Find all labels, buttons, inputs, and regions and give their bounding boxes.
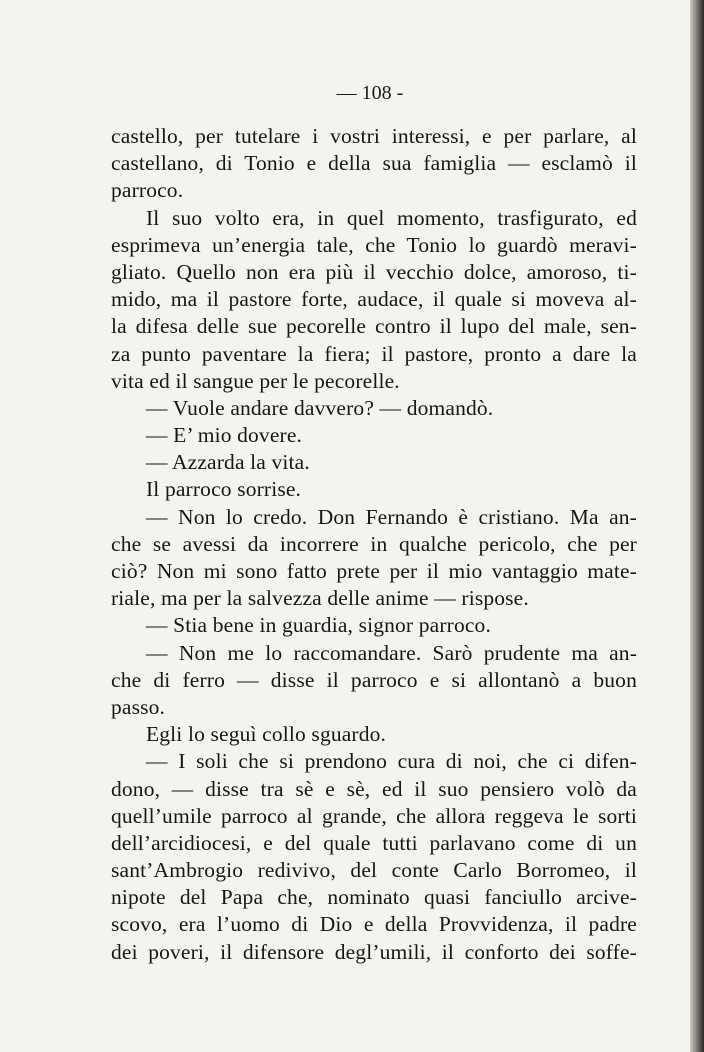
body-text (111, 123, 637, 966)
text-line: ciò? Non mi sono fatto prete per il mio vantaggio mate- (111, 559, 637, 583)
text-line: dono, — disse tra sè e sè, ed il suo pensiero volò da (111, 776, 637, 801)
text-line: che se avessi da incorrere in qualche pericolo, che per (111, 531, 637, 556)
text-line: — Azzarda la vita. (146, 450, 310, 475)
text-line: parroco. (111, 178, 184, 203)
text-line: dei poveri, il difensore degl’umili, il conforto dei soffe- (111, 939, 637, 964)
text-line: esprimeva un’energia tale, che Tonio lo guardò meravi- (111, 232, 637, 257)
page-binding-shadow (690, 0, 704, 1052)
text-line: nipote del Papa che, nominato quasi fanciullo arcive- (111, 885, 637, 910)
text-line: vita ed il sangue per le pecorelle. (111, 368, 400, 393)
text-line: la difesa delle sue pecorelle contro il lupo del male, sen- (111, 314, 637, 339)
text-line: quell’umile parroco al grande, che allora reggeva le sorti (111, 803, 637, 828)
page-number: — 108 - (336, 82, 404, 104)
text-line: sant’Ambrogio redivivo, del conte Carlo Borromeo, il (111, 858, 637, 883)
text-line: scovo, era l’uomo di Dio e della Provvidenza, il padre (111, 912, 637, 937)
text-line: passo. (111, 694, 166, 719)
text-line: castellano, di Tonio e della sua famiglia — esclamò il (111, 151, 637, 176)
text-line: za punto paventare la fiera; il pastore, pronto a dare la (111, 341, 637, 366)
text-line: — E’ mio dovere. (146, 423, 303, 448)
text-line: — Vuole andare davvero? — domandò. (146, 395, 494, 420)
text-line: — Stia bene in guardia, signor parroco. (146, 613, 491, 638)
text-line: — Non me lo raccomandare. Sarò prudente ma an- (146, 640, 637, 665)
text-line: Il suo volto era, in quel momento, trasfigurato, ed (146, 205, 637, 230)
text-line: castello, per tutelare i vostri interessi, e per parlare, al (111, 124, 637, 148)
text-line: Egli lo seguì collo sguardo. (146, 722, 387, 747)
text-line: — Non lo credo. Don Fernando è cristiano. Ma an- (146, 504, 637, 529)
text-line: riale, ma per la salvezza delle anime — rispose. (111, 586, 529, 611)
text-line: gliato. Quello non era più il vecchio dolce, amoroso, ti- (111, 259, 637, 284)
text-line: — I soli che si prendono cura di noi, che ci difen- (146, 749, 637, 774)
text-line: mido, ma il pastore forte, audace, il quale si moveva al- (111, 287, 637, 312)
text-line: che di ferro — disse il parroco e si allontanò a buon (111, 667, 637, 692)
text-line: dell’arcidiocesi, e del quale tutti parlavano come di un (111, 830, 637, 855)
text-line: Il parroco sorrise. (146, 477, 302, 502)
